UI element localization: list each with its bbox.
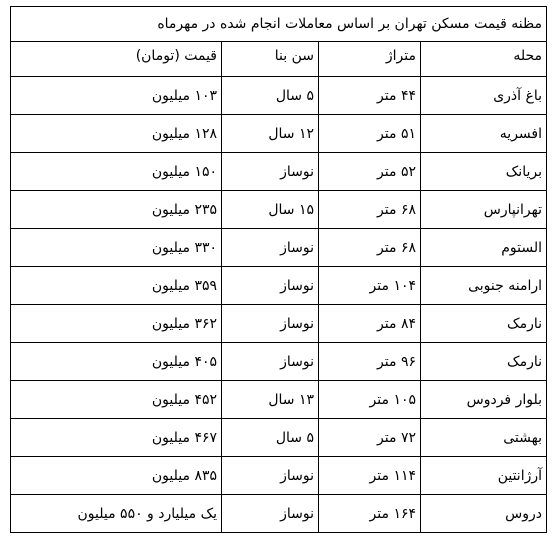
cell-size: ۸۴ متر [319,305,421,343]
cell-price: ۲۳۵ میلیون [11,191,222,229]
cell-price: یک میلیارد و ۵۵۰ میلیون [11,495,222,533]
cell-area: بهشتی [421,419,547,457]
cell-size: ۴۴ متر [319,77,421,115]
cell-size: ۶۸ متر [319,229,421,267]
table-row [11,115,547,153]
cell-age: ۱۳ سال [222,381,319,419]
cell-area: تهرانپارس [421,191,547,229]
table-row [11,495,547,533]
cell-size: ۹۶ متر [319,343,421,381]
cell-age: ۱۵ سال [222,191,319,229]
cell-price: ۱۰۳ میلیون [11,77,222,115]
table-row [11,229,547,267]
cell-area: باغ آذری [421,77,547,115]
table-row [11,77,547,115]
table-row [11,381,547,419]
cell-price: ۴۰۵ میلیون [11,343,222,381]
cell-size: ۶۸ متر [319,191,421,229]
table-body [11,77,547,533]
cell-area: نارمک [421,305,547,343]
cell-size: ۱۰۴ متر [319,267,421,305]
cell-size: ۱۰۵ متر [319,381,421,419]
header-area: محله [421,42,547,77]
cell-area: آرژانتین [421,457,547,495]
cell-size: ۱۶۴ متر [319,495,421,533]
cell-area: بلوار فردوس [421,381,547,419]
cell-area: بریانک [421,153,547,191]
cell-price: ۳۵۹ میلیون [11,267,222,305]
cell-price: ۱۵۰ میلیون [11,153,222,191]
cell-age: ۱۲ سال [222,115,319,153]
price-table [10,6,547,533]
cell-age: نوساز [222,153,319,191]
cell-area: نارمک [421,343,547,381]
cell-age: ۵ سال [222,77,319,115]
cell-price: ۳۶۲ میلیون [11,305,222,343]
cell-size: ۵۱ متر [319,115,421,153]
cell-age: نوساز [222,495,319,533]
cell-area: ارامنه جنوبی [421,267,547,305]
table-row [11,153,547,191]
cell-area: الستوم [421,229,547,267]
title-row [11,7,547,42]
table-row [11,305,547,343]
cell-size: ۷۲ متر [319,419,421,457]
table-title: مظنه قیمت مسکن تهران بر اساس معاملات انجام شده در مهرماه [11,7,547,42]
cell-age: نوساز [222,343,319,381]
header-size: متراژ [319,42,421,77]
cell-area: افسریه [421,115,547,153]
cell-age: نوساز [222,267,319,305]
cell-age: ۵ سال [222,419,319,457]
cell-age: نوساز [222,457,319,495]
cell-size: ۱۱۴ متر [319,457,421,495]
header-age: سن بنا [222,42,319,77]
cell-area: دروس [421,495,547,533]
cell-age: نوساز [222,305,319,343]
cell-size: ۵۲ متر [319,153,421,191]
table-row [11,267,547,305]
table-row [11,343,547,381]
table-row [11,457,547,495]
cell-price: ۳۳۰ میلیون [11,229,222,267]
table-row [11,191,547,229]
cell-price: ۴۵۲ میلیون [11,381,222,419]
header-price: قیمت (تومان) [11,42,222,77]
table-row [11,419,547,457]
cell-price: ۱۲۸ میلیون [11,115,222,153]
cell-price: ۸۳۵ میلیون [11,457,222,495]
cell-age: نوساز [222,229,319,267]
header-row [11,42,547,77]
cell-price: ۴۶۷ میلیون [11,419,222,457]
